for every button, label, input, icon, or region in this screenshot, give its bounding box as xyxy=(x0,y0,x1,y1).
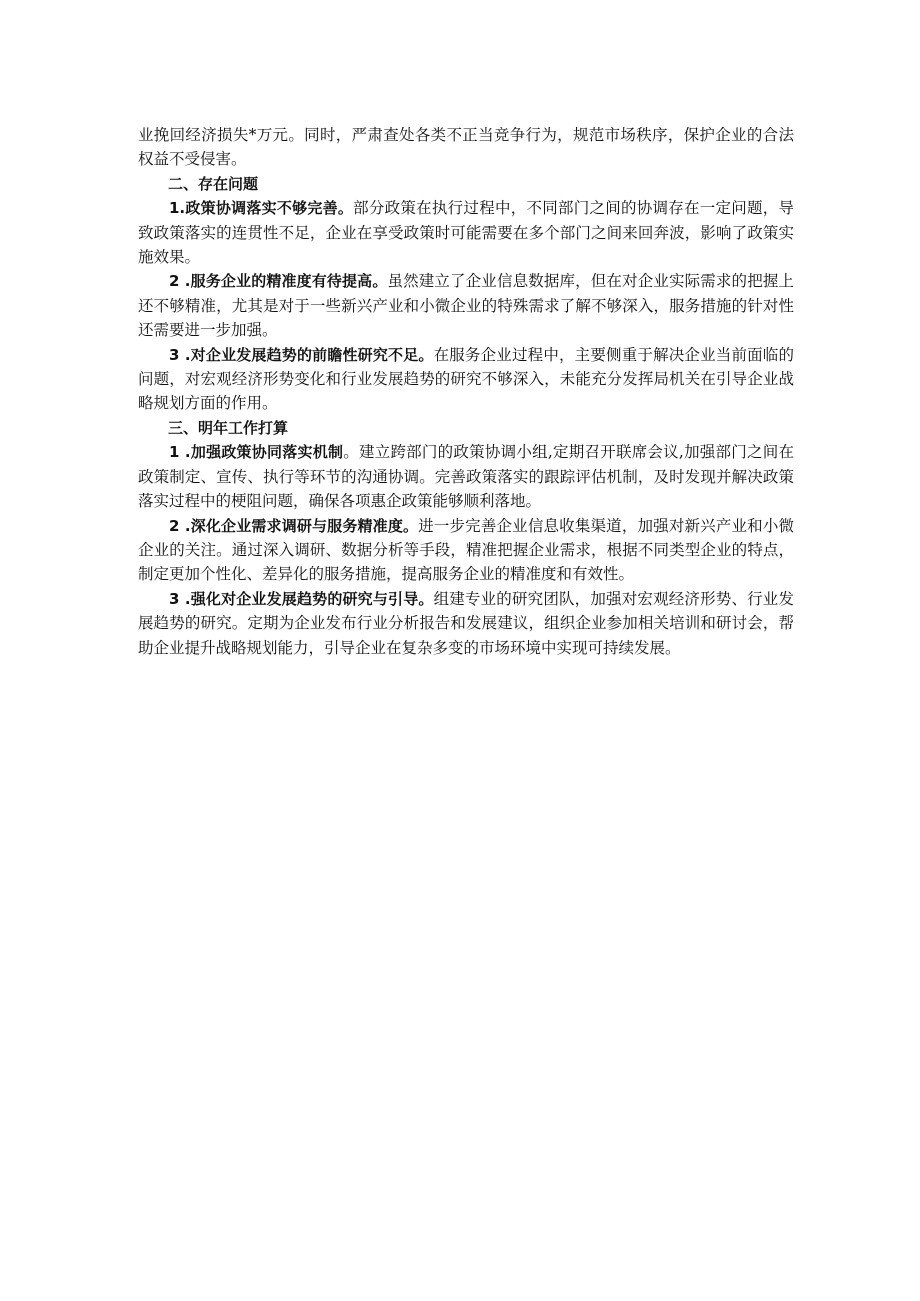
item-body: 部分政策在执行过程中，不同部门之间的协调存在一定问题，导致政策落实的连贯性不足，企业在享受政策时可能需要在多个部门之间来回奔波，影响了政策实施效果。 xyxy=(138,199,794,267)
item-body: 组建专业的研究团队，加强对宏观经济形势、行业发展趋势的研究。定期为企业发布行业分析报告和发展建议，组织企业参加相关培训和研讨会，帮助企业提升战略规划能力，引导企业在复杂多变的市场环境中实现可持续发展。 xyxy=(138,589,794,657)
item-number: 1. xyxy=(169,199,186,218)
item-body: 在服务企业过程中，主要侧重于解决企业当前面临的问题，对宏观经济形势变化和行业发展趋势的研究不够深入，未能充分发挥局机关在引导企业战略规划方面的作用。 xyxy=(138,345,794,413)
plan-item-3 xyxy=(138,587,794,660)
item-number: 2 . xyxy=(169,516,191,535)
plan-item-1 xyxy=(138,440,794,513)
item-body: 虽然建立了企业信息数据库，但在对企业实际需求的把握上还不够精准，尤其是对于一些新兴产业和小微企业的特殊需求了解不够深入，服务措施的针对性还需要进一步加强。 xyxy=(138,272,794,340)
item-number: 1 . xyxy=(169,443,191,462)
item-lead: 加强政策协同落实机制 xyxy=(190,443,344,462)
item-lead: 深化企业需求调研与服务精准度。 xyxy=(190,516,419,535)
problem-item-1 xyxy=(138,196,794,269)
item-number: 3 . xyxy=(169,345,191,364)
item-number: 2 . xyxy=(169,272,191,291)
section-heading-plans: 三、明年工作打算 xyxy=(168,418,289,437)
item-number: 3 . xyxy=(169,589,191,608)
item-body: 进一步完善企业信息收集渠道，加强对新兴产业和小微企业的关注。通过深入调研、数据分析等手段，精准把握企业需求，根据不同类型企业的特点，制定更加个性化、差异化的服务措施，提高服务企业的精准度和有效性。 xyxy=(138,516,794,584)
plan-item-2 xyxy=(138,514,794,587)
item-lead: 对企业发展趋势的前瞻性研究不足。 xyxy=(190,345,434,364)
item-lead: 政策协调落实不够完善。 xyxy=(185,199,354,218)
item-lead: 服务企业的精准度有待提高。 xyxy=(190,272,388,291)
intro-paragraph: 业挽回经济损失*万元。同时，严肃查处各类不正当竞争行为，规范市场秩序，保护企业的合法权益不受侵害。 xyxy=(138,126,794,169)
item-lead: 强化对企业发展趋势的研究与引导。 xyxy=(190,589,434,608)
problem-item-3 xyxy=(138,343,794,416)
problem-item-2 xyxy=(138,269,794,342)
section-heading-problems: 二、存在问题 xyxy=(168,174,259,193)
document-page xyxy=(138,123,794,660)
item-body: 。建立跨部门的政策协调小组,定期召开联席会议,加强部门之间在政策制定、宣传、执行等环节的沟通协调。完善政策落实的跟踪评估机制，及时发现并解决政策落实过程中的梗阻问题，确保各项惠企政策能够顺利落地。 xyxy=(138,443,794,511)
